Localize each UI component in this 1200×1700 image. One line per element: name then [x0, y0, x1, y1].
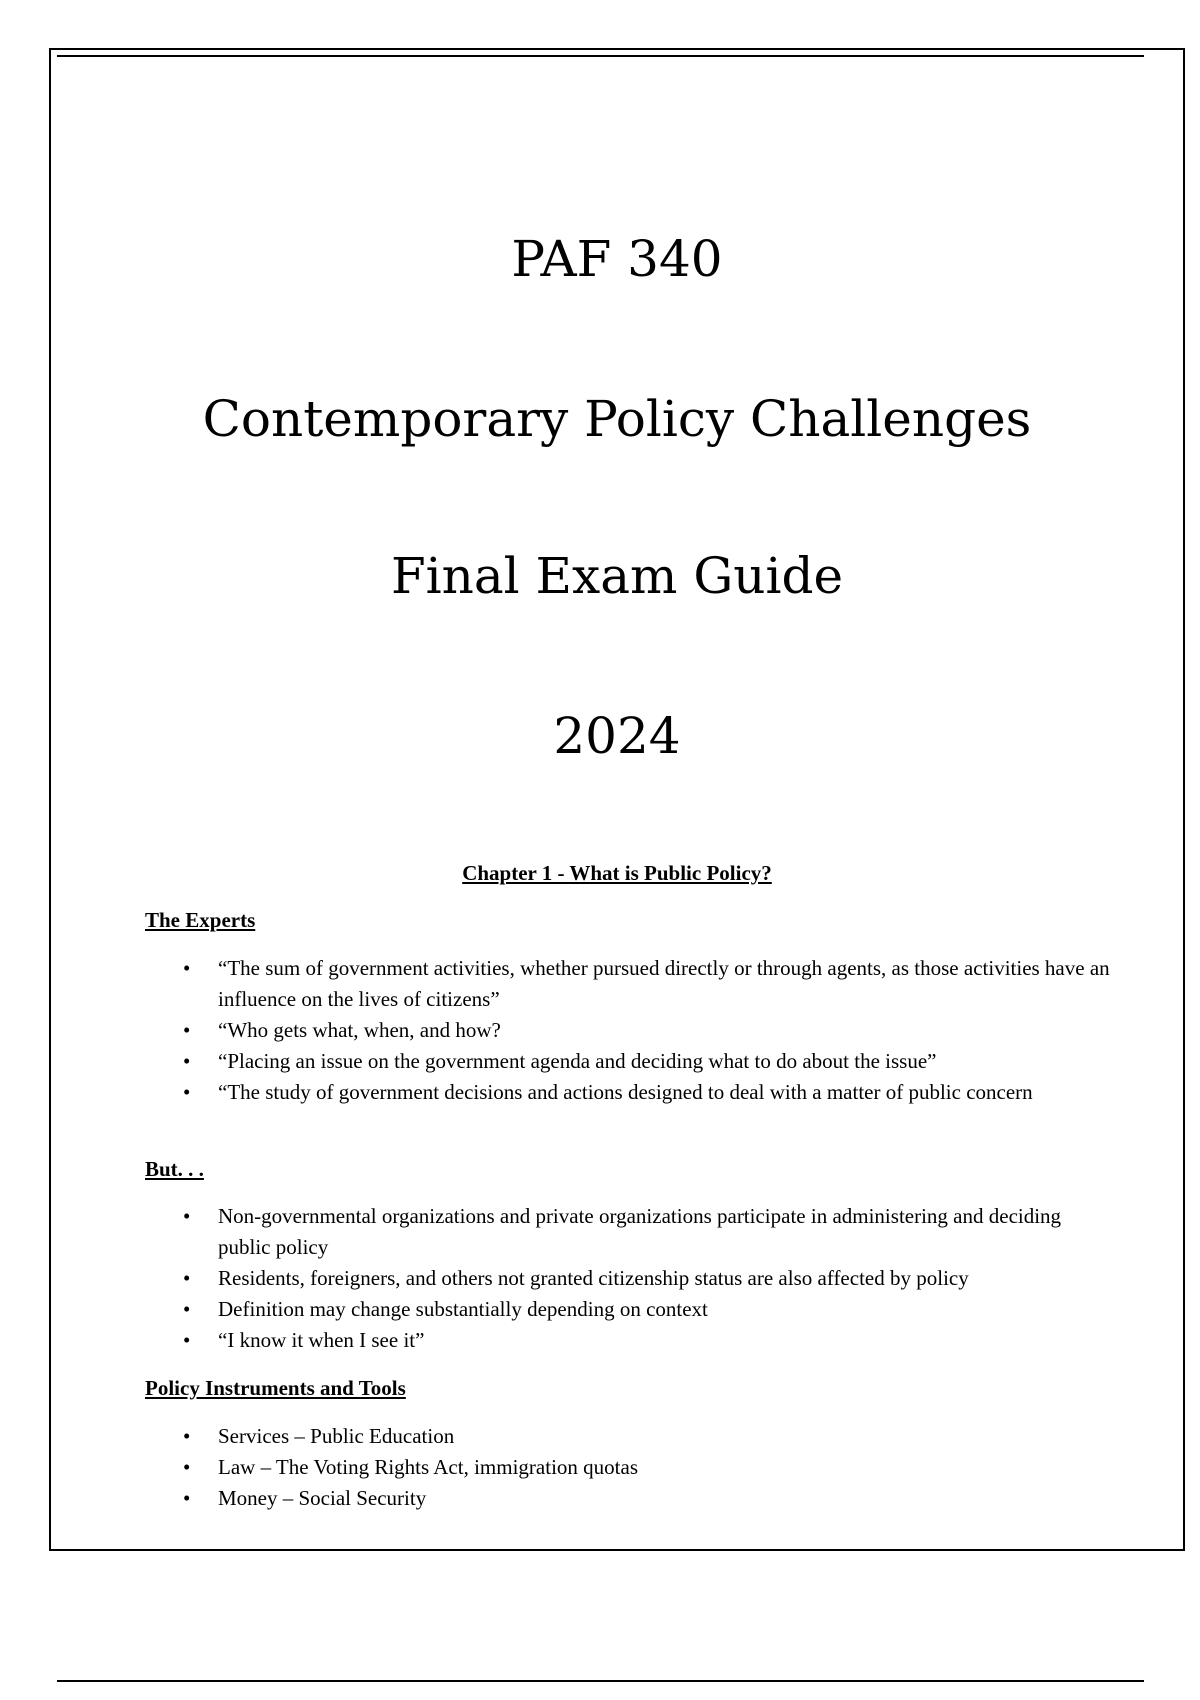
chapter-heading: Chapter 1 - What is Public Policy? — [462, 861, 772, 885]
bullet-item: • “Placing an issue on the government agenda and deciding what to do about the issue” — [0, 1046, 1110, 1077]
bullet-item: • Money – Social Security — [0, 1483, 1110, 1514]
bullet-item: • Services – Public Education — [0, 1421, 1110, 1452]
bullet-item: • Definition may change substantially depending on context — [0, 1294, 1110, 1325]
but-bullet-list — [0, 1201, 1110, 1356]
bullet-item: • “The study of government decisions and actions designed to deal with a matter of public concern — [0, 1077, 1110, 1108]
bottom-rule — [57, 1680, 1144, 1682]
exam-year: 2024 — [553, 707, 681, 765]
bullet-item: • Law – The Voting Rights Act, immigration quotas — [0, 1452, 1110, 1483]
course-name-title: Contemporary Policy Challenges — [202, 390, 1032, 448]
course-code-title: PAF 340 — [511, 230, 723, 288]
bullet-item: • “Who gets what, when, and how? — [0, 1015, 1110, 1046]
section-heading-policy-tools: Policy Instruments and Tools — [145, 1376, 406, 1400]
guide-title: Final Exam Guide — [390, 547, 844, 605]
section-heading-but: But. . . — [145, 1157, 204, 1181]
bullet-item: • Non-governmental organizations and private organizations participate in administering and deciding public policy — [0, 1201, 1110, 1263]
bullet-item: • Residents, foreigners, and others not granted citizenship status are also affected by policy — [0, 1263, 1110, 1294]
bullet-item: • “I know it when I see it” — [0, 1325, 1110, 1356]
experts-bullet-list — [0, 953, 1110, 1108]
policy-tools-bullet-list — [0, 1421, 1110, 1514]
bullet-item: • “The sum of government activities, whether pursued directly or through agents, as those activities have an influence on the lives of citizens” — [0, 953, 1110, 1015]
section-heading-experts: The Experts — [145, 908, 256, 932]
